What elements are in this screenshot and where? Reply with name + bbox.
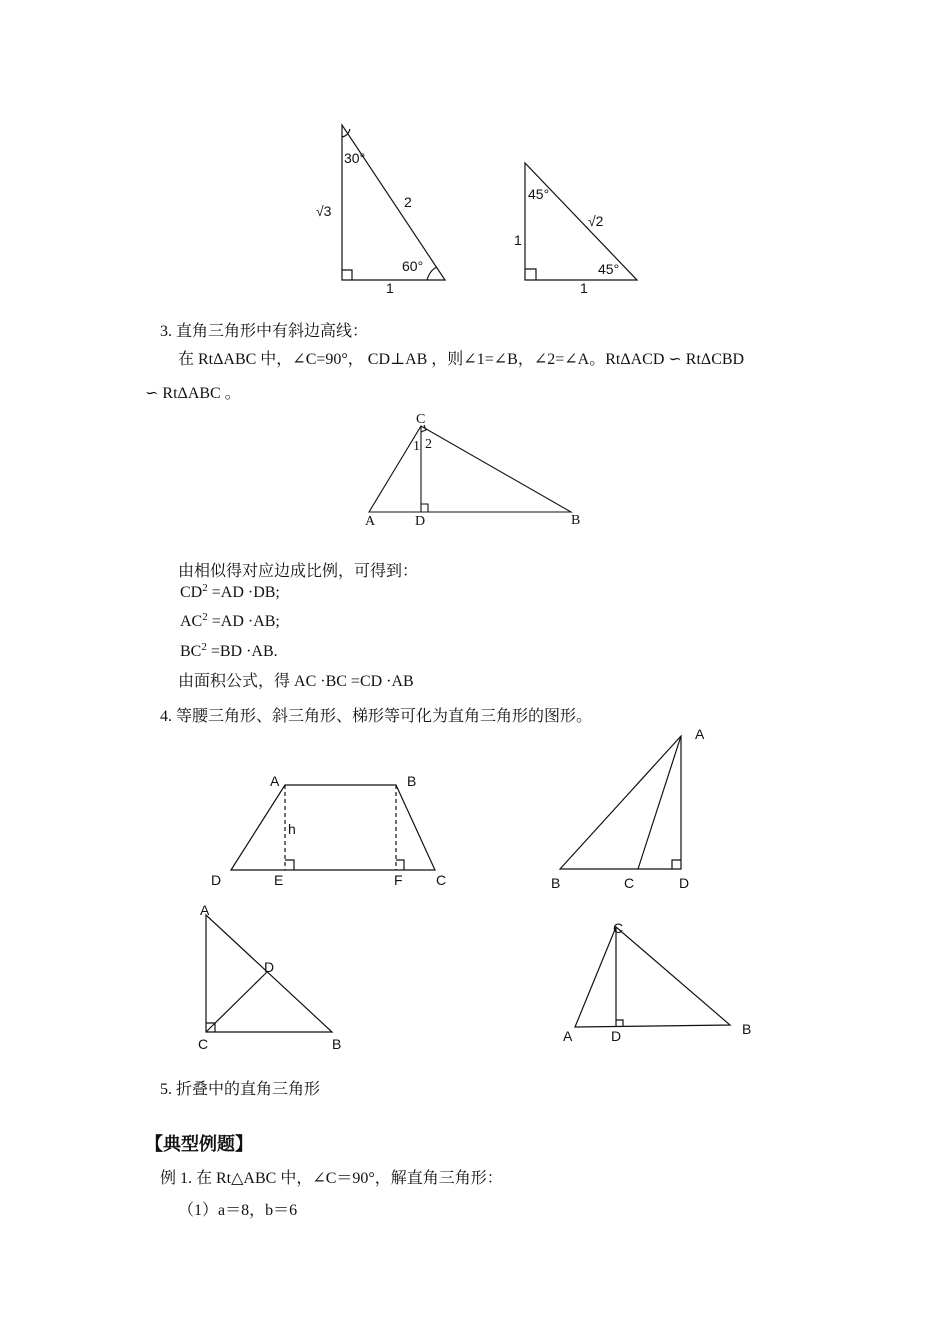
acute-label-B: B: [742, 1021, 752, 1037]
tri45-side-left: 1: [514, 232, 522, 248]
acute-label-C: C: [613, 920, 624, 936]
acute-triangle-figure: [555, 915, 765, 1050]
label-C: C: [416, 412, 426, 427]
tri45-angle-top: 45°: [528, 186, 550, 202]
tri30-base: 1: [386, 280, 394, 296]
triangle-45-45-90: [525, 163, 637, 280]
trap-label-F: F: [394, 872, 403, 888]
special-triangles-figure: [300, 115, 660, 300]
trap-label-h: h: [288, 821, 296, 837]
acute-label-D: D: [611, 1028, 622, 1044]
item5-title: 5. 折叠中的直角三角形: [160, 1081, 321, 1098]
similar-text: 由相似得对应边成比例，可得到：: [178, 563, 419, 580]
example1-line: 例 1. 在 Rt△ABC 中，∠C＝90°，解直角三角形：: [160, 1170, 503, 1187]
item3-line2: ∽ RtΔABC 。: [145, 385, 241, 402]
trap-label-D: D: [211, 872, 222, 888]
iso-label-C: C: [198, 1036, 209, 1052]
right-isosceles-figure: [190, 900, 355, 1055]
label-angle-2: 2: [425, 437, 432, 452]
iso-label-D: D: [264, 959, 275, 975]
trapezoid-figure: [205, 770, 460, 895]
example1-sub1: （1）a＝8，b＝6: [178, 1202, 298, 1219]
obtuse-label-A: A: [695, 726, 705, 742]
iso-label-A: A: [200, 902, 210, 918]
tri30-angle-top: 30°: [344, 150, 366, 166]
item3-title: 3. 直角三角形中有斜边高线：: [160, 323, 369, 340]
triangle-30-60-90: [342, 125, 445, 280]
section-heading: 【典型例题】: [145, 1134, 253, 1154]
tri30-angle-bottom: 60°: [402, 258, 424, 274]
equation-ac: $AC^2 =AD \cdot AB$;: [180, 611, 280, 630]
trap-label-C: C: [436, 872, 447, 888]
obtuse-label-B: B: [551, 875, 561, 891]
acute-label-A: A: [563, 1028, 573, 1044]
label-B: B: [571, 513, 581, 528]
altitude-triangle-figure: [355, 408, 605, 533]
obtuse-triangle-figure: [545, 722, 720, 897]
equation-bc: $BC^2 =BD \cdot AB$.: [180, 641, 278, 660]
item3-line1: 在 RtΔABC 中，∠C=90°， CD⊥AB ，则∠1=∠B，∠2=∠A。RtΔACD ∽ RtΔCBD: [178, 351, 745, 368]
iso-label-B: B: [332, 1036, 342, 1052]
trap-label-A: A: [270, 773, 280, 789]
equation-cd: $CD^2 =AD \cdot DB$;: [180, 582, 280, 601]
area-formula-line: 由面积公式，得 AC ·BC =CD ·AB: [178, 673, 414, 690]
trap-label-E: E: [274, 872, 284, 888]
label-angle-1: 1: [413, 439, 420, 454]
label-A: A: [365, 514, 376, 529]
obtuse-label-C: C: [624, 875, 635, 891]
tri30-hypotenuse: 2: [404, 194, 412, 210]
label-D: D: [415, 514, 426, 529]
tri45-angle-bottom: 45°: [598, 261, 620, 277]
obtuse-label-D: D: [679, 875, 690, 891]
tri45-base: 1: [580, 280, 588, 296]
item4-title: 4. 等腰三角形、斜三角形、梯形等可化为直角三角形的图形。: [160, 708, 593, 725]
tri45-hypotenuse: √2: [588, 213, 604, 229]
trap-label-B: B: [407, 773, 417, 789]
tri30-side-left: √3: [316, 203, 332, 219]
